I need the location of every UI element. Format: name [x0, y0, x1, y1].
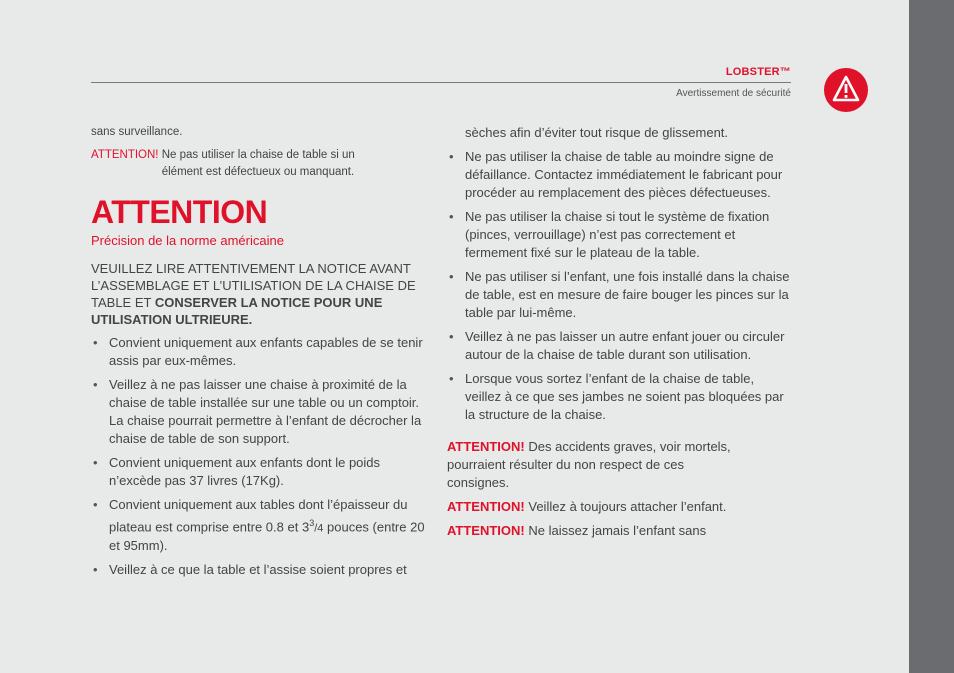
list-item: • Convient uniquement aux enfants capables de se tenir assis par eux-mêmes. — [91, 334, 431, 370]
list-item: • Veillez à ce que la table et l’assise soient propres et — [91, 561, 431, 579]
caps-text: VEUILLEZ LIRE ATTENTIVEMENT LA NOTICE AVANT L’ASSEMBLAGE ET L’UTILISATION DE LA CHAISE DE TABLE ET — [91, 261, 416, 310]
right-bullet-list — [447, 148, 792, 424]
thickness-text-end: pouces (entre 20 et 95mm). — [109, 519, 425, 554]
attention-text: Ne pas utiliser la chaise de table si un élément est défectueux ou manquant. — [161, 149, 355, 178]
norm-subheading: Précision de la norme américaine — [91, 233, 284, 248]
page-title: ATTENTION — [91, 194, 268, 230]
left-bullet-list — [91, 334, 431, 579]
continued-text: sèches afin d’éviter tout risque de glissement. — [465, 125, 729, 140]
warning-text: Ne laissez jamais l’enfant sans — [528, 523, 707, 538]
warning-unattended — [447, 522, 792, 540]
warning-text: Des accidents graves, voir mortels, pourraient résulter du non respect de ces consignes. — [447, 439, 731, 490]
header-divider — [91, 82, 791, 83]
list-item: • Veillez à ne pas laisser une chaise à proximité de la chaise de table installée sur une table ou un comptoir. La chaise pourrait permettre à l’enfant de décrocher la chaise de table de son support. — [91, 376, 431, 448]
caps-bold-text: CONSERVER LA NOTICE POUR UNE UTILISATION ULTRIEURE. — [91, 295, 383, 327]
attention-note — [91, 147, 431, 181]
warning-label: ATTENTION! — [447, 439, 525, 454]
right-column — [447, 124, 792, 546]
left-column — [91, 124, 431, 585]
warning-triangle-icon — [823, 67, 869, 113]
list-item: • Ne pas utiliser la chaise si tout le système de fixation (pinces, verrouillage) n’est pas correctement et fermement fixé sur le plateau de la table. — [447, 208, 792, 262]
fraction-numerator: 3 — [309, 518, 315, 528]
warning-label: ATTENTION! — [447, 499, 525, 514]
thickness-text: Convient uniquement aux tables dont l’épaisseur du plateau est comprise entre 0.8 et 3 — [109, 497, 408, 535]
intro-text: sans surveillance. — [91, 126, 183, 138]
list-item-thickness — [91, 496, 431, 555]
fraction-denominator: /4 — [314, 522, 324, 535]
warning-label: ATTENTION! — [447, 523, 525, 538]
list-item: • Ne pas utiliser la chaise de table au moindre signe de défaillance. Contactez immédiatement le fabricant pour procéder au remplacement des pièces défectueuses. — [447, 148, 792, 202]
page-subtitle: Avertissement de sécurité — [676, 88, 791, 99]
list-item: • Veillez à ne pas laisser un autre enfant jouer ou circuler autour de la chaise de table durant son utilisation. — [447, 328, 792, 364]
list-item: • Ne pas utiliser si l’enfant, une fois installé dans la chaise de table, est en mesure de faire bouger les pinces sur la table par lui-même. — [447, 268, 792, 322]
brand-name: LOBSTER™ — [725, 66, 791, 78]
list-item: • Lorsque vous sortez l’enfant de la chaise de table, veillez à ce que ses jambes ne soient pas bloquées par la structure de la chaise. — [447, 370, 792, 424]
attention-label: ATTENTION! — [91, 149, 159, 161]
side-tab — [909, 0, 954, 673]
warning-attach — [447, 498, 792, 516]
warning-accidents — [447, 438, 737, 492]
caps-instructions — [91, 260, 431, 328]
list-item: • Convient uniquement aux enfants dont le poids n’excède pas 37 livres (17Kg). — [91, 454, 431, 490]
warning-text: Veillez à toujours attacher l’enfant. — [528, 499, 727, 514]
